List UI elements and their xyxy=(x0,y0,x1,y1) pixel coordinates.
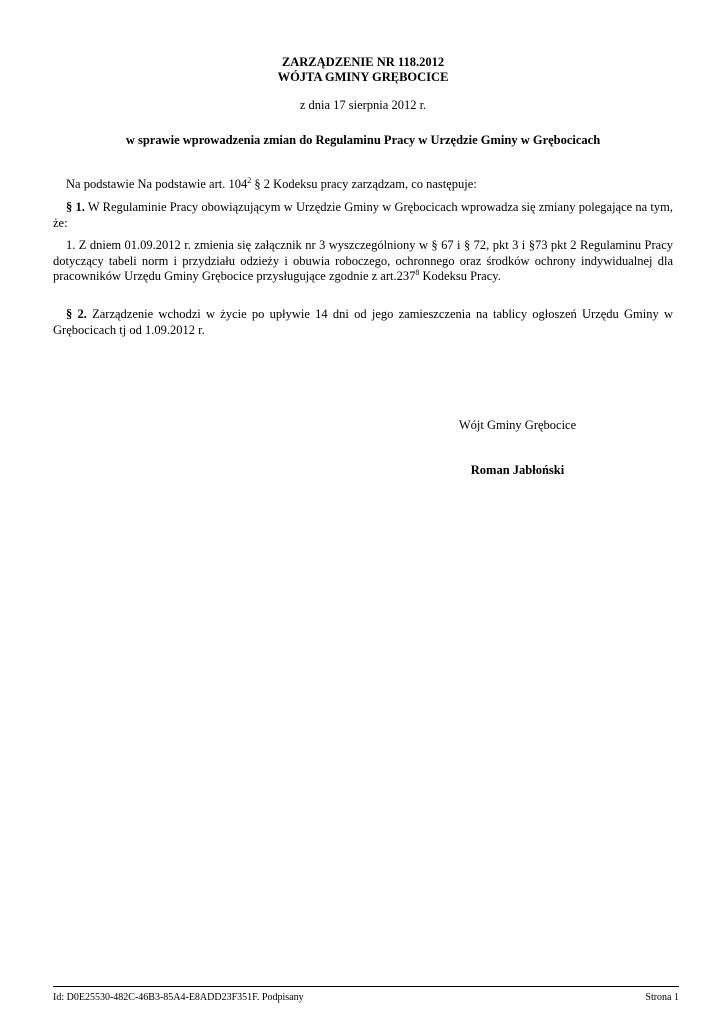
section-1-item-1 xyxy=(53,238,673,285)
title-line-1: ZARZĄDZENIE NR 118.2012 xyxy=(281,55,445,69)
document-title xyxy=(53,55,673,85)
section-2-label: § 2. xyxy=(66,307,87,321)
signatory-name: Roman Jabłoński xyxy=(470,463,565,477)
preamble-superscript: 2 xyxy=(247,176,252,185)
preamble-text-before: Na podstawie Na podstawie art. 104 xyxy=(66,177,248,191)
document-date: z dnia 17 sierpnia 2012 r. xyxy=(299,98,427,112)
item-1-text-after: Kodeksu Pracy. xyxy=(419,269,501,283)
footer-document-id: Id: D0E25530-482C-46B3-85A4-E8ADD23F351F. Podpisany xyxy=(53,992,304,1003)
signatory-title: Wójt Gminy Grębocice xyxy=(458,418,577,432)
footer-divider xyxy=(53,986,679,987)
section-2 xyxy=(53,307,673,338)
footer-page-number: Strona 1 xyxy=(645,992,679,1003)
section-1 xyxy=(53,200,673,231)
document-subject: w sprawie wprowadzenia zmian do Regulaminu Pracy w Urzędzie Gminy w Grębocicach xyxy=(125,133,601,147)
item-1-text-before: 1. Z dniem 01.09.2012 r. zmienia się załącznik nr 3 wyszczególniony w § 67 i § 72, pkt 3 i §73 pkt 2 Regulaminu Pracy dotyczący tabeli norm i przydziału odzieży i obuwia roboczego, ochronnego oraz środków ochrony indywidualnej dla pracowników Urzędu Gminy Grębocice przysługujące zgodnie z art.237 xyxy=(53,238,673,283)
section-1-label: § 1. xyxy=(66,200,85,214)
title-line-2: WÓJTA GMINY GRĘBOCICE xyxy=(277,70,449,84)
section-1-text: W Regulaminie Pracy obowiązującym w Urzędzie Gminy w Grębocicach wprowadza się zmiany polegające na tym, że: xyxy=(53,200,673,230)
preamble-text-after: § 2 Kodeksu pracy zarządzam, co następuje: xyxy=(251,177,477,191)
preamble xyxy=(53,177,673,193)
item-1-superscript: 8 xyxy=(415,268,420,277)
section-2-text: Zarządzenie wchodzi w życie po upływie 14 dni od jego zamieszczenia na tablicy ogłoszeń Urzędu Gminy w Grębocicach tj od 1.09.2012 r. xyxy=(53,307,674,337)
